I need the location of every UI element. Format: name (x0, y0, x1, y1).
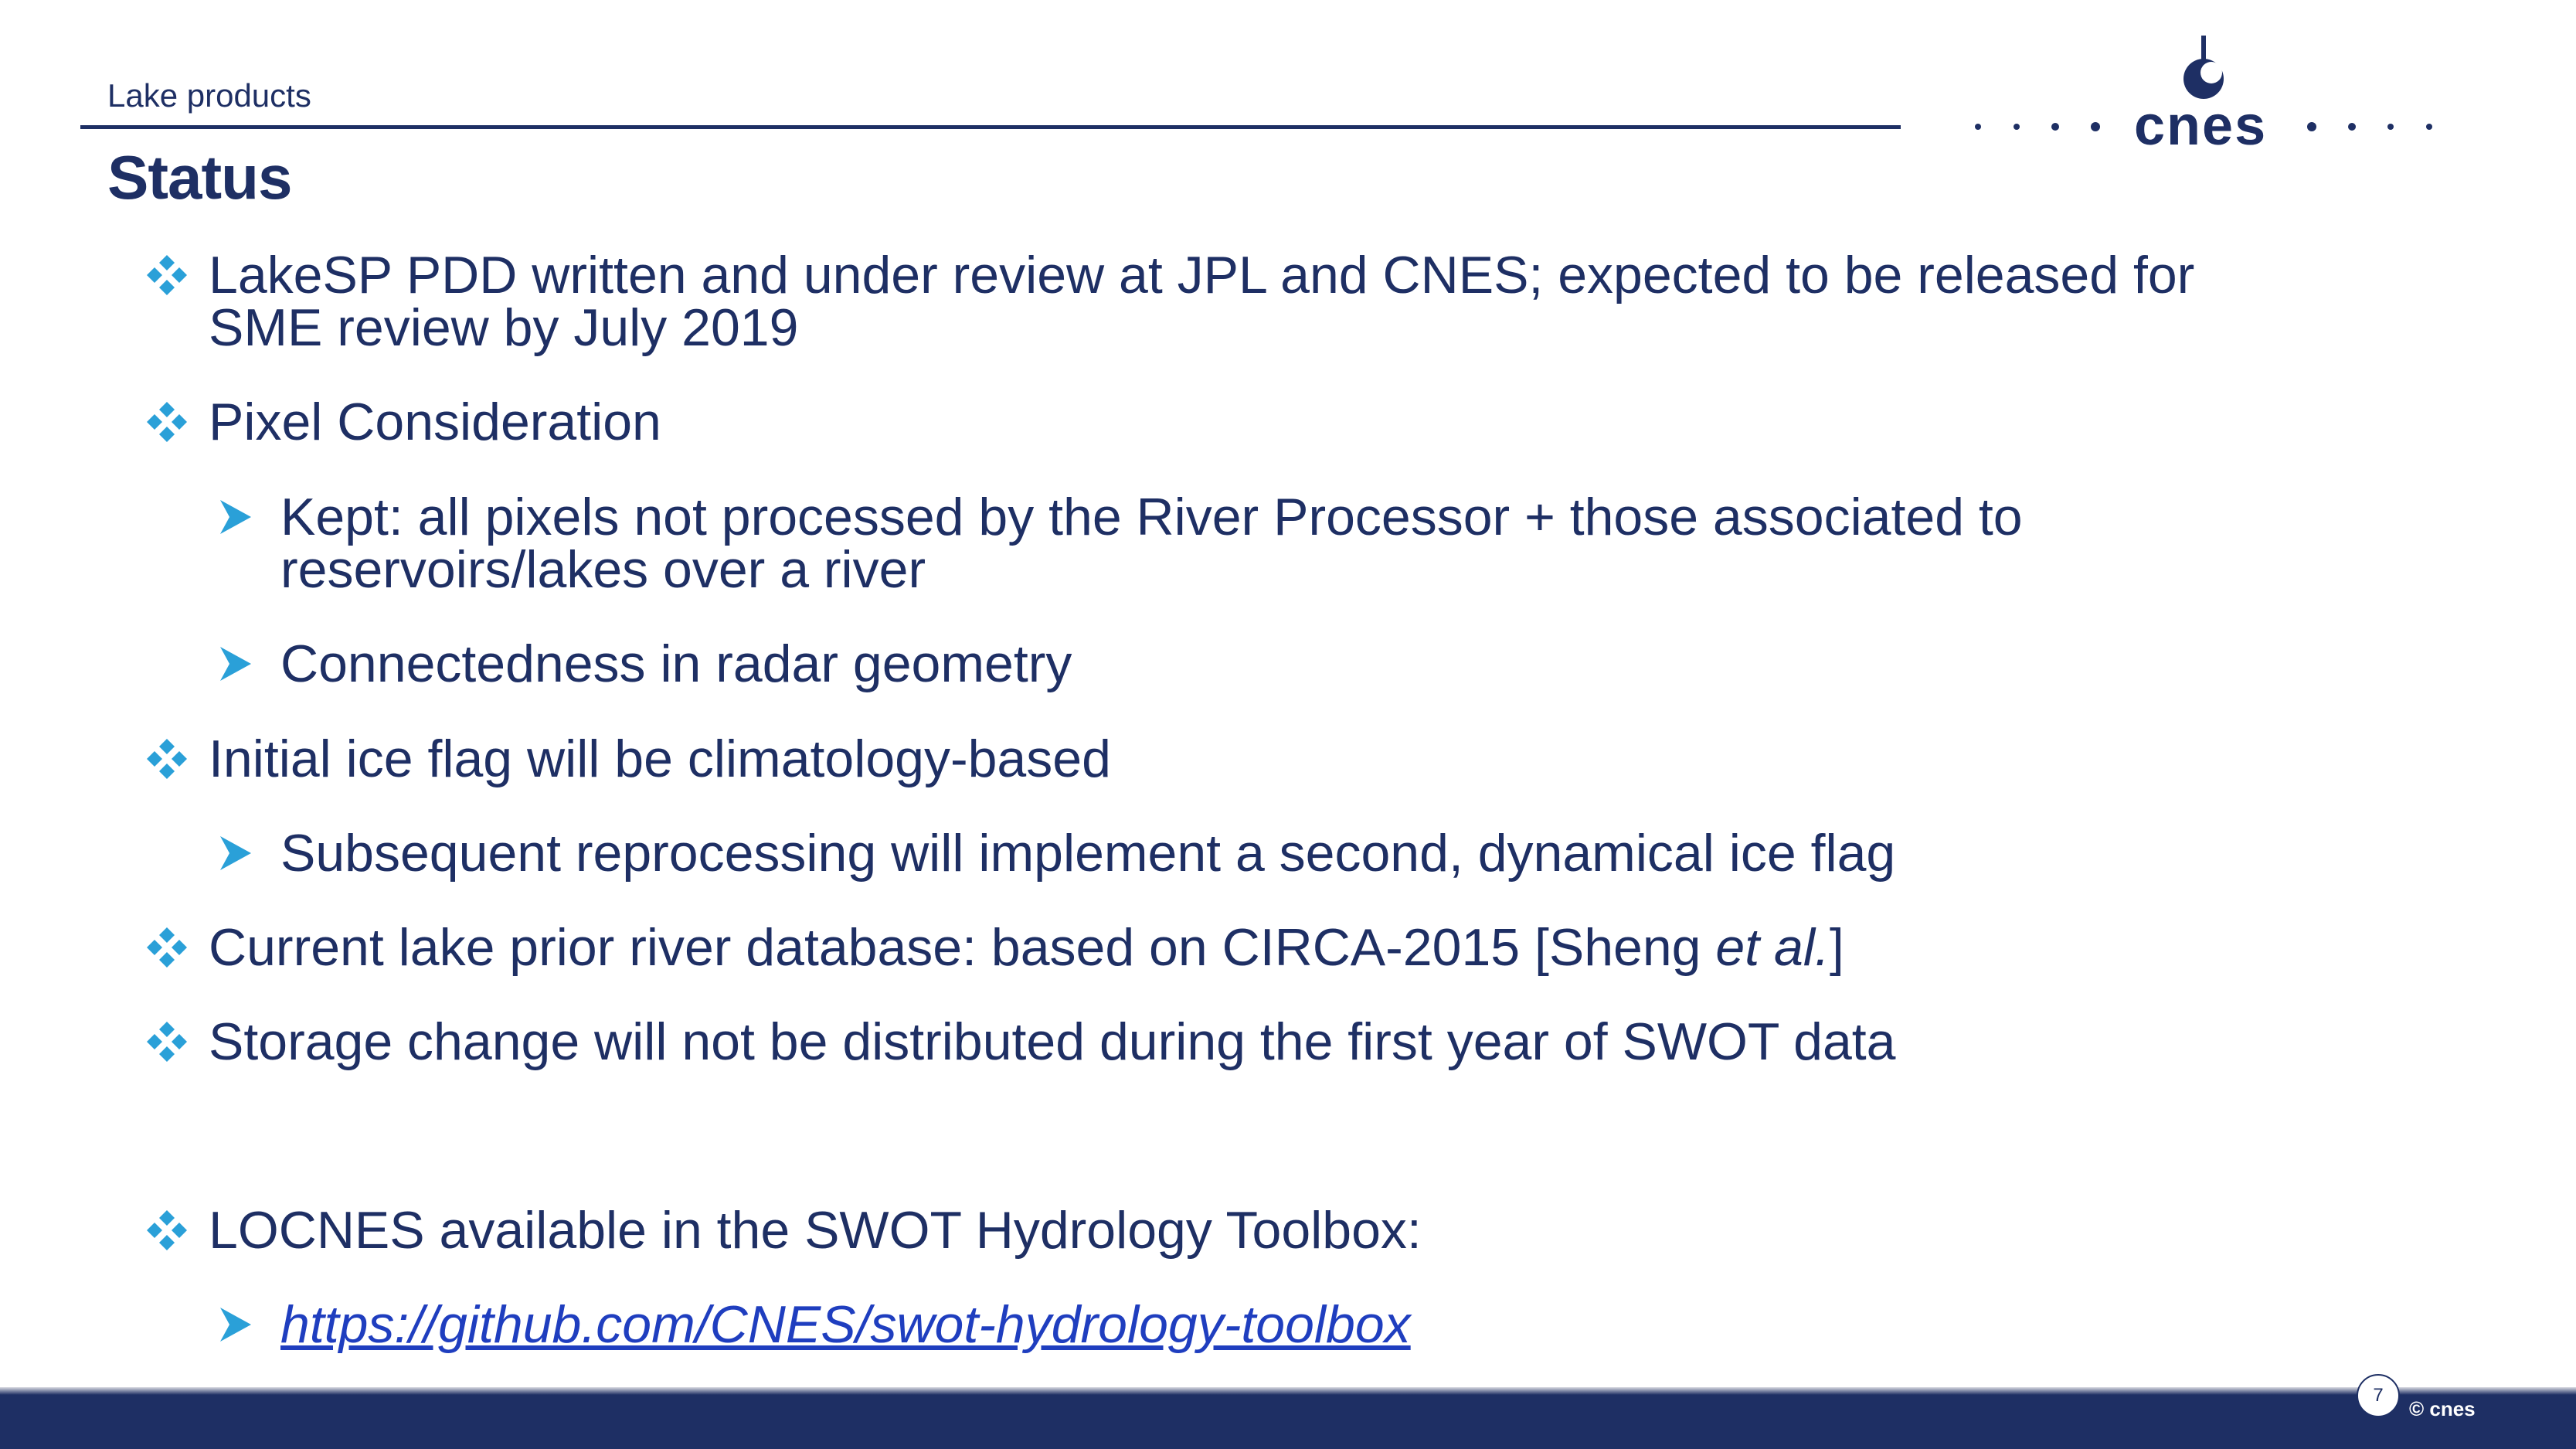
sub-bullet-text-continued: reservoirs/lakes over a river (280, 540, 926, 599)
header-section-label: Lake products (107, 77, 311, 114)
four-diamond-bullet-icon (145, 253, 189, 297)
bullet-text-suffix: ] (1829, 918, 1844, 977)
footer-band (0, 1395, 2576, 1449)
bullet-text-prefix: Current lake prior river database: based on CIRCA-2015 [Sheng (209, 918, 1716, 977)
four-diamond-bullet-icon (145, 400, 189, 444)
bullet-item (209, 730, 1111, 788)
header-rule (80, 125, 1901, 129)
sub-bullet-text: Connectedness in radar geometry (280, 634, 1072, 693)
four-diamond-bullet-icon (145, 926, 189, 969)
bullet-text (209, 918, 1844, 977)
four-diamond-bullet-icon (145, 1020, 189, 1063)
arrowhead-bullet-icon (219, 645, 253, 682)
page-number-badge: 7 (2357, 1374, 2400, 1417)
bullet-text: Initial ice flag will be climatology-based (209, 730, 1111, 788)
arrowhead-bullet-icon (219, 835, 253, 872)
bullet-item (209, 246, 2195, 357)
github-toolbox-link[interactable]: https://github.com/CNES/swot-hydrology-toolbox (280, 1295, 1411, 1354)
arrowhead-bullet-icon (219, 498, 253, 536)
sub-bullet-item (280, 1295, 1411, 1354)
bullet-text: Pixel Consideration (209, 393, 661, 451)
bullet-item (209, 1012, 1896, 1071)
bullet-text-italic: et al. (1715, 918, 1830, 977)
bullet-item (209, 918, 1844, 977)
bullet-text-continued: SME review by July 2019 (209, 298, 799, 357)
bullet-text: LOCNES available in the SWOT Hydrology Toolbox: (209, 1201, 1422, 1260)
bullet-item (209, 1201, 1422, 1260)
cnes-logo (1963, 31, 2442, 155)
bullet-item (209, 393, 661, 451)
footer-shade (0, 1387, 2576, 1395)
footer-copyright: © cnes (2409, 1397, 2476, 1420)
sub-bullet-text: Kept: all pixels not processed by the River Processor + those associated to (280, 488, 2023, 546)
sub-bullet-item (280, 634, 1072, 693)
cnes-logo-text: cnes (2134, 95, 2268, 157)
sub-bullet-item (280, 488, 2023, 599)
arrowhead-bullet-icon (219, 1306, 253, 1343)
four-diamond-bullet-icon (145, 1209, 189, 1252)
page-title: Status (107, 143, 292, 212)
sub-bullet-item (280, 824, 1896, 883)
four-diamond-bullet-icon (145, 737, 189, 781)
bullet-text: Storage change will not be distributed during the first year of SWOT data (209, 1012, 1896, 1071)
sub-bullet-text: Subsequent reprocessing will implement a second, dynamical ice flag (280, 824, 1896, 883)
bullet-text: LakeSP PDD written and under review at JPL and CNES; expected to be released for (209, 246, 2195, 304)
